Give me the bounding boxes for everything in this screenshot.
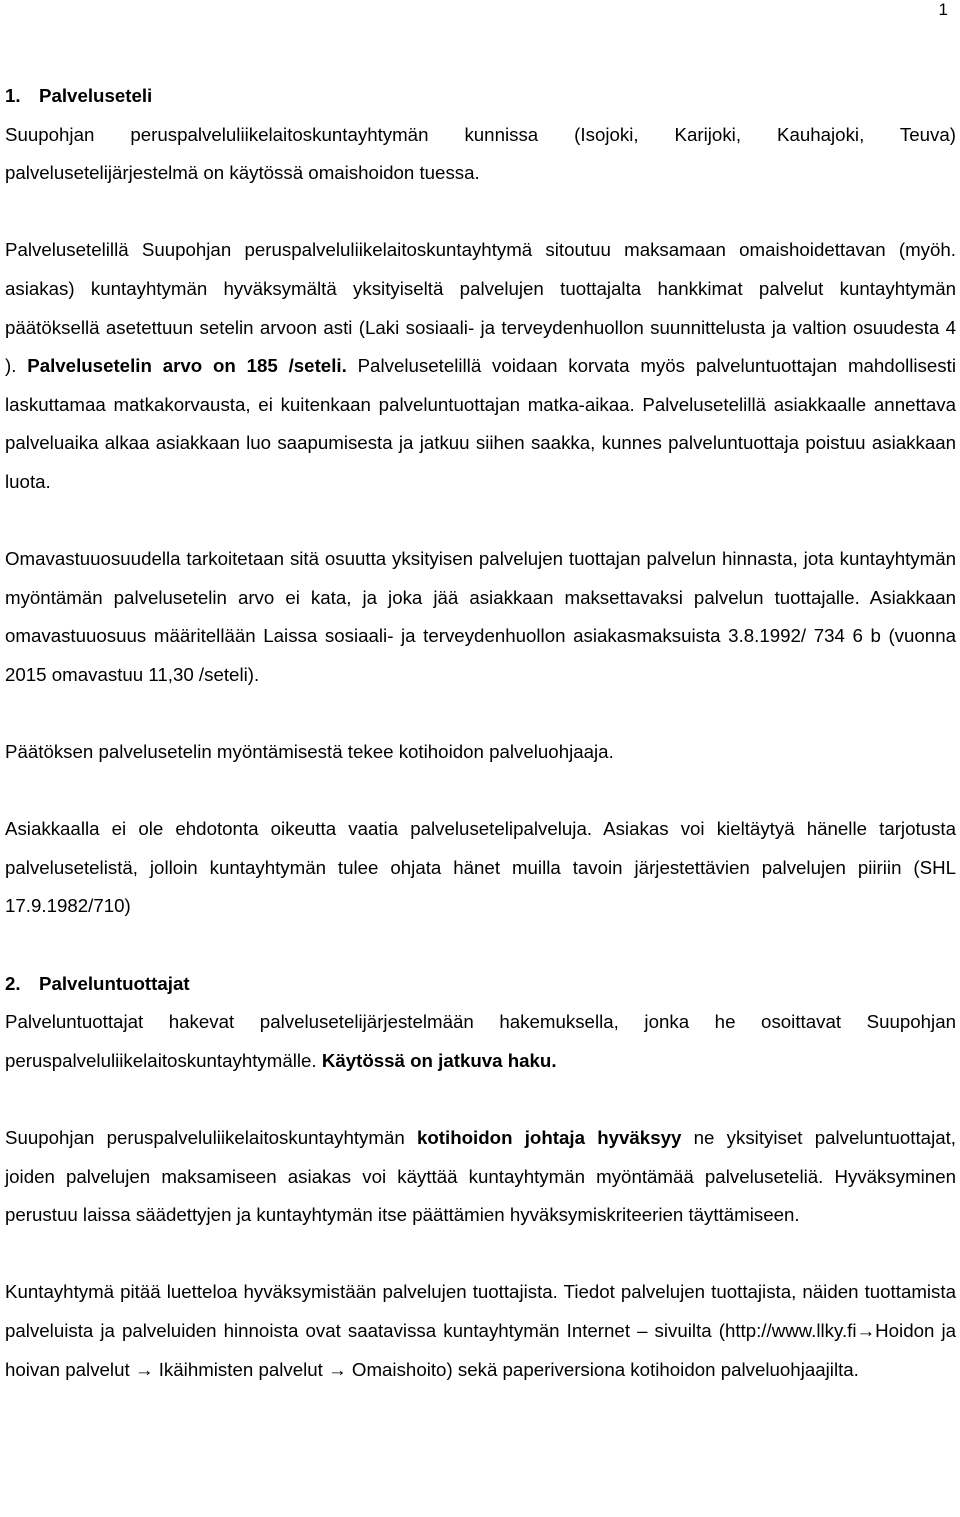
paragraph-text: Palveluntuottajat hakevat palvelusetelijärjestelmään hakemuksella, jonka he osoittavat Suupohjan peruspalveluliikelaitoskuntayhtymälle. [5,1011,956,1071]
section-number: 1. [5,85,21,106]
paragraph: Suupohjan peruspalveluliikelaitoskuntayhtymän kunnissa (Isojoki, Karijoki, Kauhajoki, Teuva) palvelusetelijärjestelmä on käytössä omaishoidon tuessa. [5,123,956,184]
approver: kotihoidon johtaja hyväksyy [417,1127,682,1149]
section-heading-palveluntuottajat [5,965,956,1004]
continuous-application: Käytössä on jatkuva haku. [321,1049,557,1071]
section-title: Palveluseteli [39,85,153,106]
paragraph-text: Palvelusetelillä Suupohjan peruspalveluliikelaitoskuntayhtymä sitoutuu maksamaan omaishoidettavan (myöh. asiakas) kuntayhtymän hyväksymältä yksityiseltä palvelujen tuottajalta hankkimat palvelut kuntayhtymän päätöksellä asetettuun setelin arvoon asti (Laki sosiaali- ja terveydenhuollon suunnittelusta ja valtion osuudesta 4 ). [5,239,956,377]
section-heading-palveluseteli [5,77,956,116]
paragraph [5,1119,956,1235]
paragraph: Kuntayhtymä pitää luetteloa hyväksymistään palvelujen tuottajista. Tiedot palvelujen tuottajista, näiden tuottamista palveluista ja palveluiden hinnoista ovat saatavissa kuntayhtymän Internet – sivuilta (http://www.llky.fi→Hoidon ja hoivan palvelut → Ikäihmisten palvelut → Omaishoito) sekä paperiversiona kotihoidon palveluohjaajilta. [5,1281,956,1380]
paragraph-text: Suupohjan peruspalveluliikelaitoskuntayhtymän [5,1127,405,1149]
paragraph: Omavastuuosuudella tarkoitetaan sitä osuutta yksityisen palvelujen tuottajan palvelun hinnasta, jota kuntayhtymän myöntämän palvelusetelin arvo ei kata, ja joka jää asiakkaan maksettavaksi palvelun tuottajalle. Asiakkaan omavastuuosuus määritellään Laissa sosiaali- ja terveydenhuollon asiakasmaksuista 3.8.1992/ 734 6 b (vuonna 2015 omavastuu 11,30 /seteli). [5,548,956,685]
document-body [5,77,956,1389]
spacer [5,502,956,541]
paragraph [5,1003,956,1080]
paragraph-text: ne yksityiset palveluntuottajat, joiden palvelujen maksamiseen asiakas voi käyttää kuntayhtymän myöntämää palveluseteliä. Hyväksyminen perustuu laissa säädettyjen ja kuntayhtymän itse päättämien hyväksymiskriteerien täyttämiseen. [5,1127,956,1226]
page-number: 1 [938,0,948,19]
section-title: Palveluntuottajat [39,972,190,994]
section-number: 2. [5,972,21,994]
paragraph [5,231,956,501]
paragraph: Päätöksen palvelusetelin myöntämisestä tekee kotihoidon palveluohjaaja. [5,741,614,763]
paragraph-text: Palvelusetelillä voidaan korvata myös palveluntuottajan mahdollisesti laskuttamaa matkakorvausta, ei kuitenkaan palveluntuottajan matka-aikaa. Palvelusetelillä asiakkaalle annettava palveluaika alkaa asiakkaan luo saapumisesta ja jatkuu siihen saakka, kunnes palveluntuottaja poistuu asiakkaan luota. [5,355,956,492]
paragraph: Asiakkaalla ei ole ehdotonta oikeutta vaatia palvelusetelipalveluja. Asiakas voi kieltäytyä hänelle tarjotusta palvelusetelistä, jolloin kuntayhtymän tulee ohjata hänet muilla tavoin järjestettävien palvelujen piiriin (SHL 17.9.1982/710) [5,818,956,917]
voucher-value: Palvelusetelin arvo on 185 /seteli. [27,355,347,377]
